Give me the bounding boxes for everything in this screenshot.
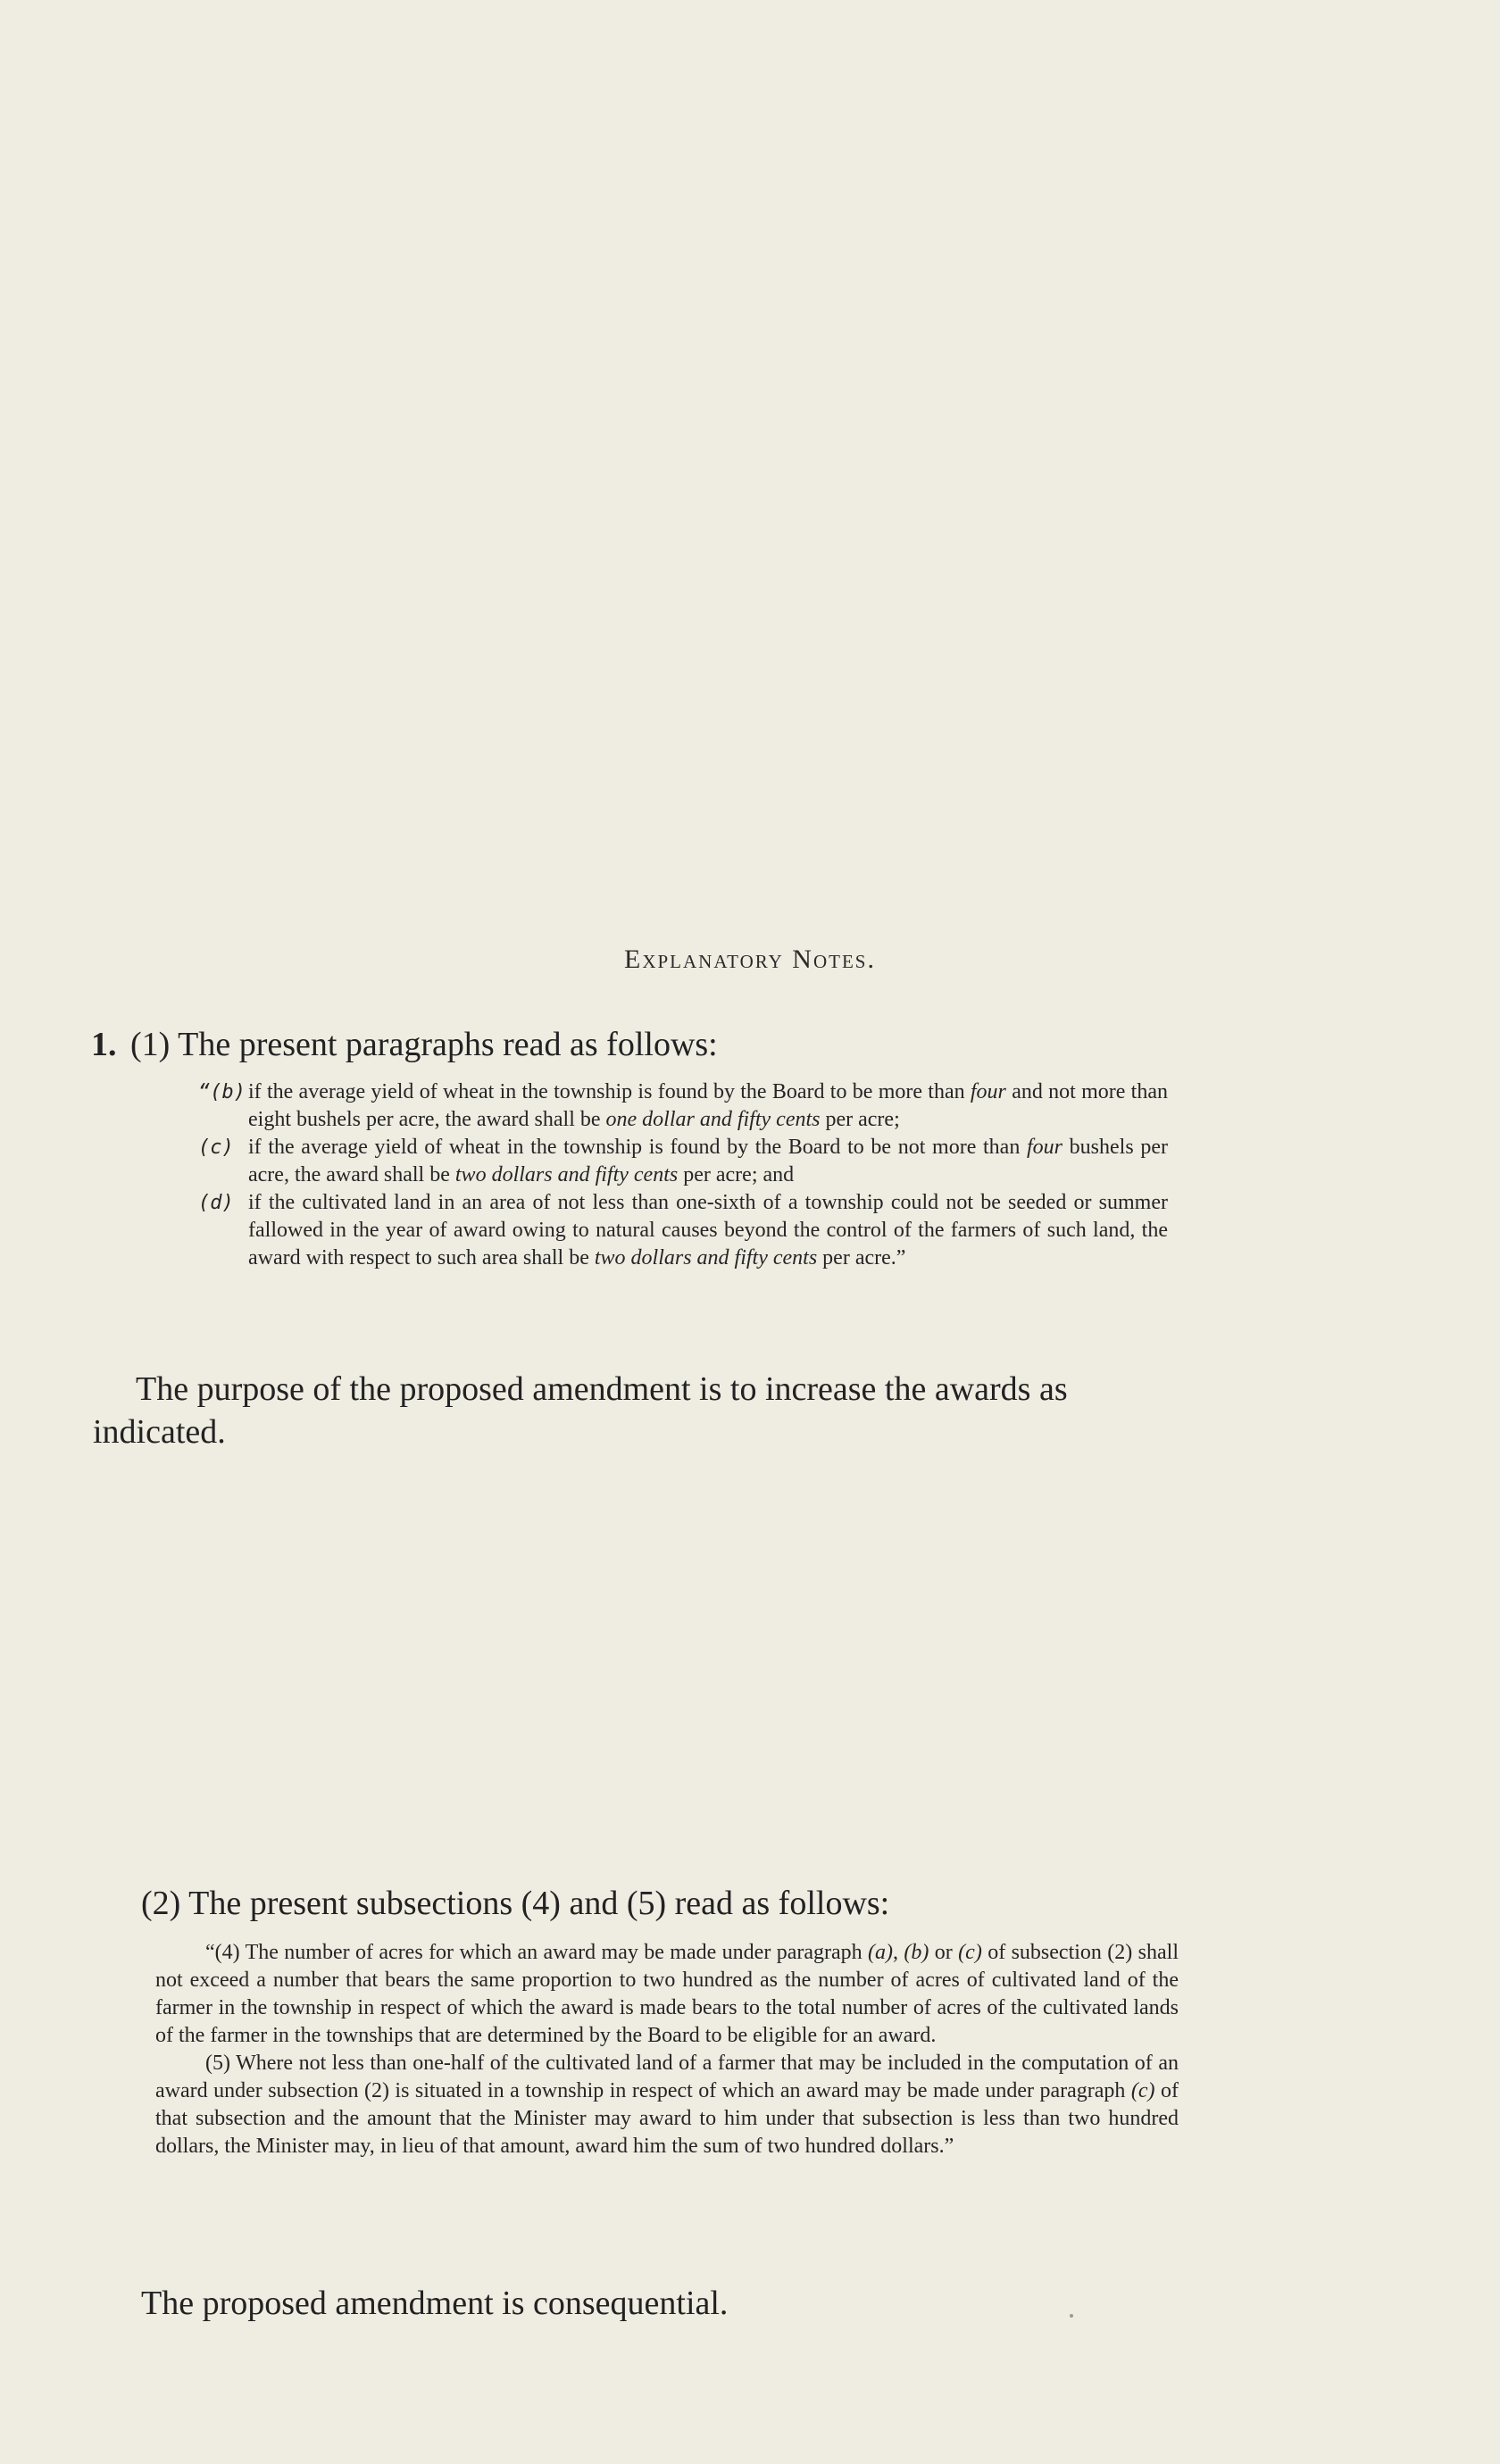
paragraph-c <box>198 1134 1168 1189</box>
note2-quoted-subsections <box>155 1939 1179 2160</box>
note1-purpose: The purpose of the proposed amendment is to increase the awards as indicated. <box>93 1370 1068 1451</box>
explanatory-notes-heading: Explanatory Notes. <box>624 945 876 974</box>
note1-lead <box>91 1023 718 1066</box>
paragraph-d-tag: (d) <box>198 1192 234 1214</box>
paragraph-b-text: if the average yield of wheat in the township is found by the Board to be more than four and not more than eight bushels per acre, the award shall be one dollar and fifty cents per acre; <box>248 1080 1168 1131</box>
paragraph-c-text: if the average yield of wheat in the township is found by the Board to be not more than four bushels per acre, the award shall be two dollars and fifty cents per acre; and <box>248 1136 1168 1186</box>
paragraph-d <box>198 1189 1168 1272</box>
subsection-4-text: “(4) The number of acres for which an award may be made under paragraph (a), (b) or (c) of subsection (2) shall not exceed a number that bears the same proportion to two hundred as the number of acres of cultivated land of the farmer in the township in respect of which the award is made bears to the total number of acres of the cultivated lands of the farmer in the townships that are determined by the Board to be eligible for an award. <box>155 1941 1179 2047</box>
page-speck <box>1070 2314 1073 2318</box>
paragraph-c-tag: (c) <box>198 1136 234 1159</box>
paragraph-b <box>198 1078 1168 1134</box>
note1-lead-text: (1) The present paragraphs read as follows: <box>130 1026 718 1063</box>
paragraph-b-tag: “(b) <box>198 1081 246 1103</box>
note1-number: 1. <box>91 1026 117 1063</box>
note2-consequence: The proposed amendment is consequential. <box>141 2285 729 2322</box>
subsection-5-text: (5) Where not less than one-half of the cultivated land of a farmer that may be included in the computation of an award under subsection (2) is situated in a township in respect of which an award may be made under paragraph (c) of that subsection and the amount that the Minister may award to him under that subsection is less than two hundred dollars, the Minister may, in lieu of that amount, award him the sum of two hundred dollars.” <box>155 2052 1179 2158</box>
note2-lead: (2) The present subsections (4) and (5) read as follows: <box>141 1885 890 1922</box>
paragraph-d-text: if the cultivated land in an area of not less than one-sixth of a township could not be seeded or summer fallowed in the year of award owing to natural causes beyond the control of the farmers of such land, the award with respect to such area shall be two dollars and fifty cents per acre.” <box>248 1191 1168 1269</box>
note1-quoted-paragraphs <box>198 1078 1168 1272</box>
